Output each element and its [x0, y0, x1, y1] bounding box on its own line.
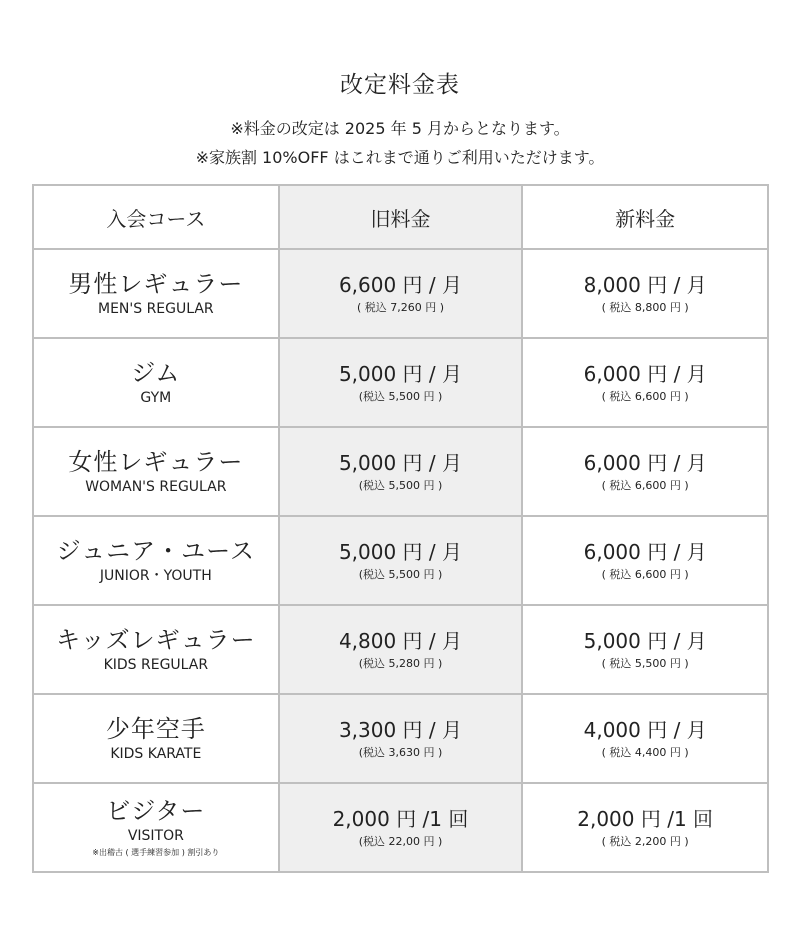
new-price: 6,000 円 / 月	[583, 361, 707, 386]
new-price-tax: ( 税込 6,600 円 )	[601, 567, 689, 581]
new-price-cell	[522, 338, 768, 427]
new-price-tax: ( 税込 6,600 円 )	[601, 389, 689, 403]
course-name-ja: ビジター	[106, 796, 206, 825]
new-price-cell	[522, 427, 768, 516]
new-price-tax: ( 税込 4,400 円 )	[601, 745, 689, 759]
new-price-cell	[522, 516, 768, 605]
old-price-tax: (税込 5,500 円 )	[358, 389, 443, 403]
course-name-ja: 少年空手	[105, 714, 206, 743]
header-old-price: 旧料金	[279, 185, 523, 249]
new-price: 2,000 円 /1 回	[577, 806, 714, 831]
course-name-ja: ジム	[131, 358, 181, 387]
page-title: 改定料金表	[340, 72, 460, 98]
header-course: 入会コース	[33, 185, 279, 249]
course-name-en: MEN'S REGULAR	[97, 300, 214, 317]
old-price-tax: (税込 5,280 円 )	[358, 656, 443, 670]
old-price-cell	[279, 427, 523, 516]
new-price: 6,000 円 / 月	[583, 450, 707, 475]
new-price-tax: ( 税込 2,200 円 )	[601, 834, 689, 848]
course-cell	[33, 694, 279, 783]
course-name-en: JUNIOR・YOUTH	[99, 567, 212, 584]
new-price: 5,000 円 / 月	[583, 628, 707, 653]
course-cell	[33, 249, 279, 338]
old-price-cell	[279, 783, 523, 872]
new-price-tax: ( 税込 5,500 円 )	[601, 656, 689, 670]
old-price-tax: (税込 22,00 円 )	[358, 834, 443, 848]
table-row	[33, 249, 768, 338]
table-header-row	[33, 185, 768, 249]
new-price: 8,000 円 / 月	[583, 272, 707, 297]
new-price-cell	[522, 249, 768, 338]
old-price: 2,000 円 /1 回	[332, 806, 469, 831]
course-name-ja: 女性レギュラー	[68, 447, 244, 476]
course-note: ※出稽古 ( 選手練習参加 ) 割引あり	[92, 847, 220, 857]
course-name-en: VISITOR	[127, 827, 184, 844]
course-name-en: KIDS KARATE	[110, 745, 202, 762]
old-price-tax: (税込 5,500 円 )	[358, 567, 443, 581]
course-name-en: GYM	[140, 389, 172, 406]
table-row	[33, 338, 768, 427]
new-price-cell	[522, 605, 768, 694]
old-price-cell	[279, 516, 523, 605]
old-price-tax: ( 税込 7,260 円 )	[356, 300, 445, 314]
course-cell	[33, 427, 279, 516]
old-price-tax: (税込 5,500 円 )	[358, 478, 443, 492]
course-cell	[33, 783, 279, 872]
old-price: 6,600 円 / 月	[338, 272, 463, 297]
notice-schedule: ※料金の改定は 2025 年 5 月からとなります。	[230, 119, 570, 138]
notice-family-discount: ※家族割 10%OFF はこれまで通りご利用いただけます。	[195, 148, 605, 167]
old-price: 5,000 円 / 月	[338, 361, 463, 386]
price-table	[32, 184, 769, 873]
course-cell	[33, 338, 279, 427]
table-row	[33, 694, 768, 783]
table-row	[33, 605, 768, 694]
old-price: 3,300 円 / 月	[338, 717, 463, 742]
course-name-ja: ジュニア・ユース	[56, 536, 255, 565]
old-price-cell	[279, 605, 523, 694]
old-price-cell	[279, 694, 523, 783]
header-new-price: 新料金	[522, 185, 768, 249]
old-price: 5,000 円 / 月	[338, 539, 463, 564]
new-price-tax: ( 税込 6,600 円 )	[601, 478, 689, 492]
new-price-tax: ( 税込 8,800 円 )	[601, 300, 689, 314]
table-row	[33, 427, 768, 516]
course-name-ja: 男性レギュラー	[68, 269, 244, 298]
new-price-cell	[522, 694, 768, 783]
old-price-cell	[279, 249, 523, 338]
table-row	[33, 783, 768, 872]
new-price-cell	[522, 783, 768, 872]
course-cell	[33, 516, 279, 605]
old-price-cell	[279, 338, 523, 427]
new-price: 4,000 円 / 月	[583, 717, 707, 742]
course-name-en: WOMAN'S REGULAR	[85, 478, 227, 495]
old-price-tax: (税込 3,630 円 )	[358, 745, 443, 759]
course-name-en: KIDS REGULAR	[103, 656, 209, 673]
course-cell	[33, 605, 279, 694]
new-price: 6,000 円 / 月	[583, 539, 707, 564]
old-price: 4,800 円 / 月	[338, 628, 463, 653]
table-row	[33, 516, 768, 605]
old-price: 5,000 円 / 月	[338, 450, 463, 475]
course-name-ja: キッズレギュラー	[56, 625, 256, 654]
